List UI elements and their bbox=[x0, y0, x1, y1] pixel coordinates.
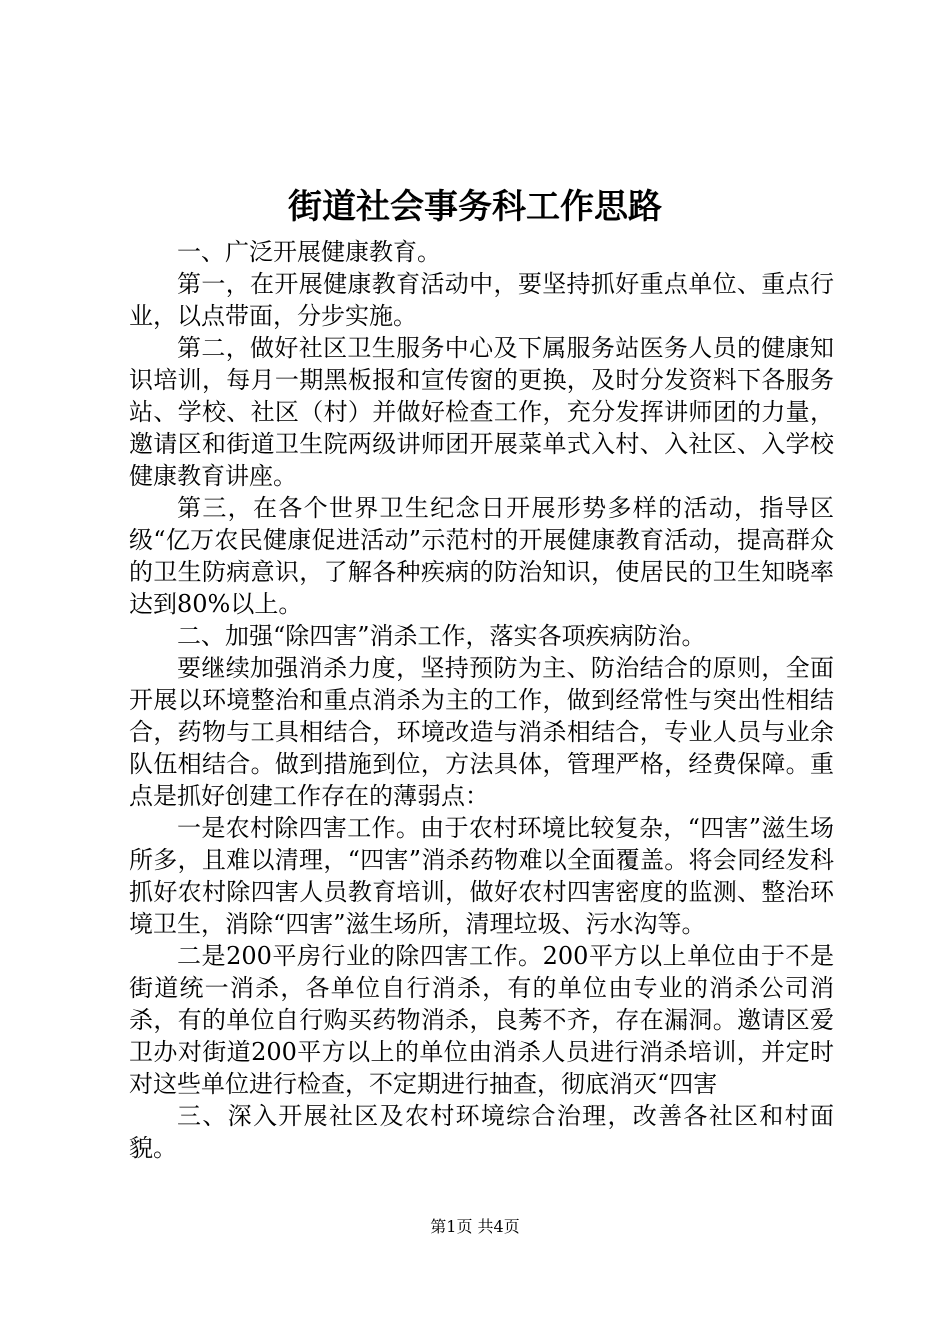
paragraph-section-2-heading: 二、加强“除四害”消杀工作，落实各项疾病防治。 bbox=[177, 622, 706, 650]
paragraph-disinfection: 要继续加强消杀力度，坚持预防为主、防治结合的原则，全面开展以环境整治和重点消杀为主的工作，做到经常性与突出性相结合，药物与工具相结合，环境改造与消杀相结合，专业人员与业余队伍相结合。做到措施到位，方法具体，管理严格，经费保障。重点是抓好创建工作存在的薄弱点： bbox=[129, 654, 834, 810]
paragraph-section-1-heading: 一、广泛开展健康教育。 bbox=[177, 238, 441, 266]
paragraph-third: 第三，在各个世界卫生纪念日开展形势多样的活动，指导区级“亿万农民健康促进活动”示范村的开展健康教育活动，提高群众的卫生防病意识，了解各种疾病的防治知识，使居民的卫生知晓率达到80%以上。 bbox=[129, 494, 834, 618]
paragraph-rural-pests: 一是农村除四害工作。由于农村环境比较复杂，“四害”滋生场所多，且难以清理，“四害”消杀药物难以全面覆盖。将会同经发科抓好农村除四害人员教育培训，做好农村四害密度的监测、整治环境卫生，消除“四害”滋生场所，清理垃圾、污水沟等。 bbox=[129, 814, 834, 938]
page-footer: 第1页 共4页 bbox=[430, 1217, 520, 1236]
paragraph-second: 第二，做好社区卫生服务中心及下属服务站医务人员的健康知识培训，每月一期黑板报和宣传窗的更换，及时分发资料下各服务站、学校、社区（村）并做好检查工作，充分发挥讲师团的力量，邀请区和街道卫生院两级讲师团开展菜单式入村、入社区、入学校健康教育讲座。 bbox=[129, 334, 834, 490]
paragraph-200sqm-units: 二是200平房行业的除四害工作。200平方以上单位由于不是街道统一消杀，各单位自行消杀，有的单位由专业的消杀公司消杀，有的单位自行购买药物消杀，良莠不齐，存在漏洞。邀请区爱卫办对街道200平方以上的单位由消杀人员进行消杀培训，并定时对这些单位进行检查，不定期进行抽查，彻底消灭“四害 bbox=[129, 942, 834, 1098]
paragraph-first: 第一，在开展健康教育活动中，要坚持抓好重点单位、重点行业，以点带面，分步实施。 bbox=[129, 270, 834, 330]
document-title: 街道社会事务科工作思路 bbox=[288, 187, 662, 227]
paragraph-section-3-heading: 三、深入开展社区及农村环境综合治理，改善各社区和村面貌。 bbox=[129, 1102, 834, 1162]
document-body bbox=[129, 236, 834, 1164]
